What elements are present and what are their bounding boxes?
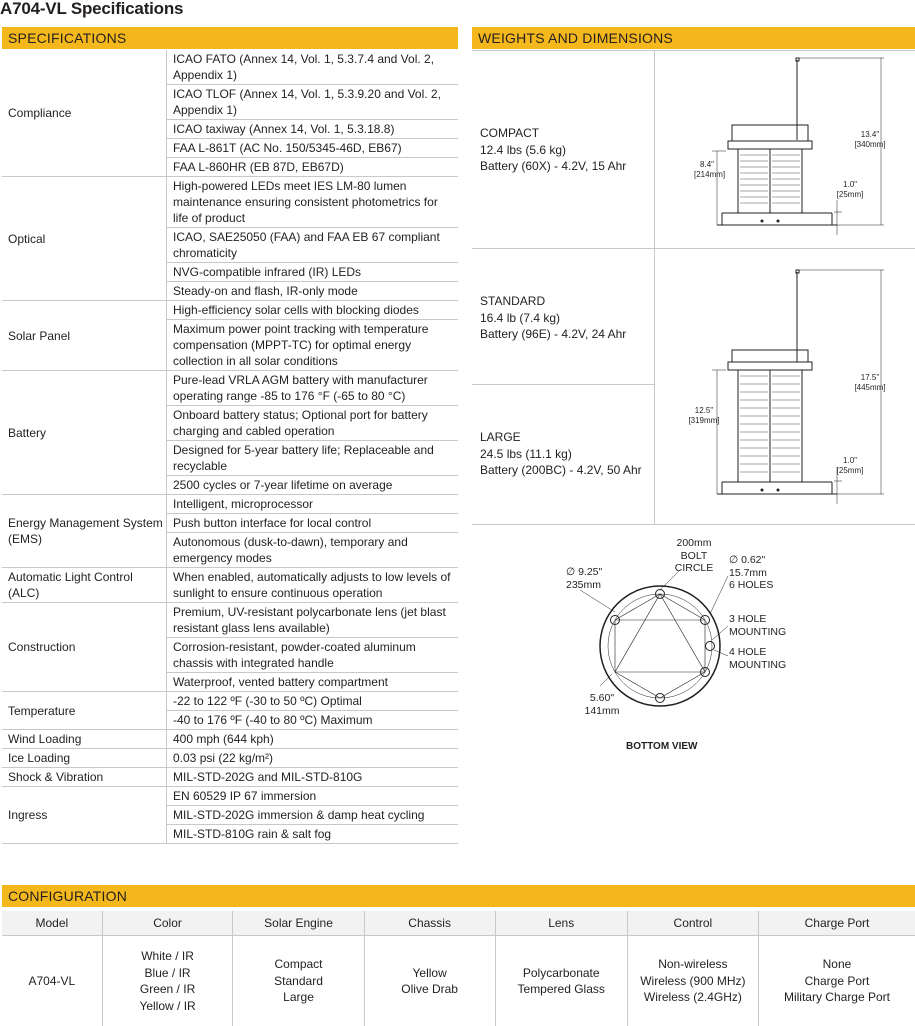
bottom-diameter-in: ∅ 9.25" <box>566 566 602 579</box>
spec-value: EN 60529 IP 67 immersion <box>167 787 459 806</box>
spec-value: When enabled, automatically adjusts to low levels of sunlight to ensure continuous operation <box>167 568 459 603</box>
standard-weight: 16.4 lb (7.4 kg) <box>480 310 626 327</box>
compact-height-label <box>694 160 720 180</box>
spec-value: High-efficiency solar cells with blocking diodes <box>167 301 459 320</box>
spec-value: High-powered LEDs meet IES LM-80 lumen maintenance ensuring consistent photometrics for life of product <box>167 177 459 228</box>
spec-row <box>2 692 458 711</box>
spec-row <box>2 177 458 228</box>
spec-value: MIL-STD-810G rain & salt fog <box>167 825 459 844</box>
holes-count: 6 HOLES <box>729 579 773 592</box>
specifications-header: SPECIFICATIONS <box>2 27 458 49</box>
spec-value: -40 to 176 ºF (-40 to 80 ºC) Maximum <box>167 711 459 730</box>
config-option: Compact <box>234 956 362 973</box>
config-column-lens: Lens <box>495 911 627 936</box>
spec-value: Push button interface for local control <box>167 514 459 533</box>
spec-value: Steady-on and flash, IR-only mode <box>167 282 459 301</box>
config-column-color: Color <box>102 911 233 936</box>
spec-category-construction: Construction <box>2 603 167 692</box>
spec-category-solar-panel: Solar Panel <box>2 301 167 371</box>
spec-row <box>2 749 458 768</box>
config-option: Yellow <box>366 965 494 982</box>
config-option: Tempered Glass <box>497 981 626 998</box>
large-name: LARGE <box>480 429 642 446</box>
compact-base-mm: [25mm] <box>836 190 864 200</box>
spec-category-wind-loading: Wind Loading <box>2 730 167 749</box>
spec-value: -22 to 122 ºF (-30 to 50 ºC) Optimal <box>167 692 459 711</box>
config-cell-charge-port <box>758 936 915 1026</box>
four-hole-label <box>729 646 786 671</box>
four-hole-line-1: 4 HOLE <box>729 646 786 659</box>
config-option: White / IR <box>104 948 232 965</box>
large-height-mm: [319mm] <box>688 416 720 426</box>
spec-category-compliance: Compliance <box>2 50 167 177</box>
large-height-in: 12.5" <box>688 406 720 416</box>
spec-value: Premium, UV-resistant polycarbonate lens (jet blast resistant glass lens available) <box>167 603 459 638</box>
spec-category-optical: Optical <box>2 177 167 301</box>
spec-value: MIL-STD-202G immersion & damp heat cycling <box>167 806 459 825</box>
config-option: Military Charge Port <box>760 989 914 1006</box>
three-hole-label <box>729 613 786 638</box>
spec-value: NVG-compatible infrared (IR) LEDs <box>167 263 459 282</box>
config-cell-control <box>627 936 758 1026</box>
compact-base-label <box>836 180 864 200</box>
config-option: Wireless (2.4GHz) <box>629 989 757 1006</box>
large-base-in: 1.0" <box>836 456 864 466</box>
compact-weight: 12.4 lbs (5.6 kg) <box>480 142 626 159</box>
spec-value: 0.03 psi (22 kg/m²) <box>167 749 459 768</box>
holes-label <box>729 554 773 592</box>
config-option: Wireless (900 MHz) <box>629 973 757 990</box>
config-column-charge-port: Charge Port <box>758 911 915 936</box>
variant-large <box>480 429 642 479</box>
spec-value: ICAO FATO (Annex 14, Vol. 1, 5.3.7.4 and Vol. 2, Appendix 1) <box>167 50 459 85</box>
spec-category-ice-loading: Ice Loading <box>2 749 167 768</box>
compact-total-mm: [340mm] <box>850 140 890 150</box>
configuration-table <box>2 911 915 1026</box>
spacing-label <box>582 692 622 717</box>
spec-value: 400 mph (644 kph) <box>167 730 459 749</box>
spec-category-battery: Battery <box>2 371 167 495</box>
specifications-table <box>2 50 458 844</box>
config-option: Yellow / IR <box>104 998 232 1015</box>
four-hole-line-2: MOUNTING <box>729 659 786 672</box>
spec-value: ICAO, SAE25050 (FAA) and FAA EB 67 compliant chromaticity <box>167 228 459 263</box>
spec-value: MIL-STD-202G and MIL-STD-810G <box>167 768 459 787</box>
spec-value: Autonomous (dusk-to-dawn), temporary and emergency modes <box>167 533 459 568</box>
config-cell-solar-engine <box>233 936 364 1026</box>
compact-total-in: 13.4" <box>850 130 890 140</box>
spec-value: ICAO TLOF (Annex 14, Vol. 1, 5.3.9.20 and Vol. 2, Appendix 1) <box>167 85 459 120</box>
compact-base-in: 1.0" <box>836 180 864 190</box>
bottom-diameter-label <box>566 566 602 591</box>
holes-in: ∅ 0.62" <box>729 554 773 567</box>
config-option: Charge Port <box>760 973 914 990</box>
spec-category-automatic-light-control-alc: Automatic Light Control (ALC) <box>2 568 167 603</box>
compact-name: COMPACT <box>480 125 626 142</box>
page-title: A704-VL Specifications <box>0 0 183 19</box>
spec-value: 2500 cycles or 7-year lifetime on average <box>167 476 459 495</box>
spec-value: Intelligent, microprocessor <box>167 495 459 514</box>
large-base-label <box>836 456 864 476</box>
config-option: None <box>760 956 914 973</box>
bottom-view-caption: BOTTOM VIEW <box>626 741 697 754</box>
spec-row <box>2 568 458 603</box>
standard-battery: Battery (96E) - 4.2V, 24 Ahr <box>480 326 626 343</box>
spec-value: Maximum power point tracking with temperature compensation (MPPT-TC) for optimal energy collection in all solar conditions <box>167 320 459 371</box>
config-cell-model <box>2 936 102 1026</box>
spec-row <box>2 301 458 320</box>
spec-value: Waterproof, vented battery compartment <box>167 673 459 692</box>
spec-row <box>2 768 458 787</box>
config-option: Olive Drab <box>366 981 494 998</box>
spec-value: Designed for 5-year battery life; Replaceable and recyclable <box>167 441 459 476</box>
compact-light-drawing <box>662 55 912 245</box>
config-column-control: Control <box>627 911 758 936</box>
config-cell-chassis <box>364 936 495 1026</box>
config-option: Blue / IR <box>104 965 232 982</box>
spec-category-energy-management-system-ems: Energy Management System (EMS) <box>2 495 167 568</box>
spec-value: ICAO taxiway (Annex 14, Vol. 1, 5.3.18.8) <box>167 120 459 139</box>
compact-height-mm: [214mm] <box>694 170 720 180</box>
bolt-circle-line-1: 200mm <box>672 537 716 550</box>
config-option: Standard <box>234 973 362 990</box>
config-option: Non-wireless <box>629 956 757 973</box>
spec-row <box>2 730 458 749</box>
variant-standard <box>480 293 626 343</box>
spec-category-temperature: Temperature <box>2 692 167 730</box>
spec-value: Corrosion-resistant, powder-coated aluminum chassis with integrated handle <box>167 638 459 673</box>
configuration-header: CONFIGURATION <box>2 885 915 907</box>
spacing-in: 5.60" <box>582 692 622 705</box>
config-cell-color <box>102 936 233 1026</box>
large-total-label <box>850 373 890 393</box>
spec-row <box>2 787 458 806</box>
bolt-circle-label <box>672 537 716 575</box>
large-base-mm: [25mm] <box>836 466 864 476</box>
large-weight: 24.5 lbs (11.1 kg) <box>480 446 642 463</box>
spec-category-shock-vibration: Shock & Vibration <box>2 768 167 787</box>
config-option: Polycarbonate <box>497 965 626 982</box>
config-column-model: Model <box>2 911 102 936</box>
weights-panel <box>472 50 915 525</box>
compact-total-label <box>850 130 890 150</box>
spacing-mm: 141mm <box>582 705 622 718</box>
spec-row <box>2 495 458 514</box>
compact-battery: Battery (60X) - 4.2V, 15 Ahr <box>480 158 626 175</box>
spec-value: Pure-lead VRLA AGM battery with manufacturer operating range -85 to 176 °F (-65 to 80 °C) <box>167 371 459 406</box>
bolt-circle-line-3: CIRCLE <box>672 562 716 575</box>
variant-compact <box>480 125 626 175</box>
spec-row <box>2 50 458 85</box>
weights-header: WEIGHTS AND DIMENSIONS <box>472 27 915 49</box>
config-column-chassis: Chassis <box>364 911 495 936</box>
config-option: Large <box>234 989 362 1006</box>
spec-row <box>2 603 458 638</box>
large-battery: Battery (200BC) - 4.2V, 50 Ahr <box>480 462 642 479</box>
spec-row <box>2 371 458 406</box>
three-hole-line-2: MOUNTING <box>729 626 786 639</box>
config-cell-lens <box>495 936 627 1026</box>
spec-category-ingress: Ingress <box>2 787 167 844</box>
large-total-mm: [445mm] <box>850 383 890 393</box>
config-option: A704-VL <box>3 973 101 990</box>
spec-value: Onboard battery status; Optional port for battery charging and cabled operation <box>167 406 459 441</box>
compact-height-in: 8.4" <box>694 160 720 170</box>
spec-value: FAA L-860HR (EB 87D, EB67D) <box>167 158 459 177</box>
large-total-in: 17.5" <box>850 373 890 383</box>
config-column-solar-engine: Solar Engine <box>233 911 364 936</box>
standard-name: STANDARD <box>480 293 626 310</box>
bolt-circle-line-2: BOLT <box>672 550 716 563</box>
three-hole-line-1: 3 HOLE <box>729 613 786 626</box>
large-height-label <box>688 406 720 426</box>
bottom-diameter-mm: 235mm <box>566 579 602 592</box>
spec-value: FAA L-861T (AC No. 150/5345-46D, EB67) <box>167 139 459 158</box>
config-option: Green / IR <box>104 981 232 998</box>
holes-mm: 15.7mm <box>729 567 773 580</box>
